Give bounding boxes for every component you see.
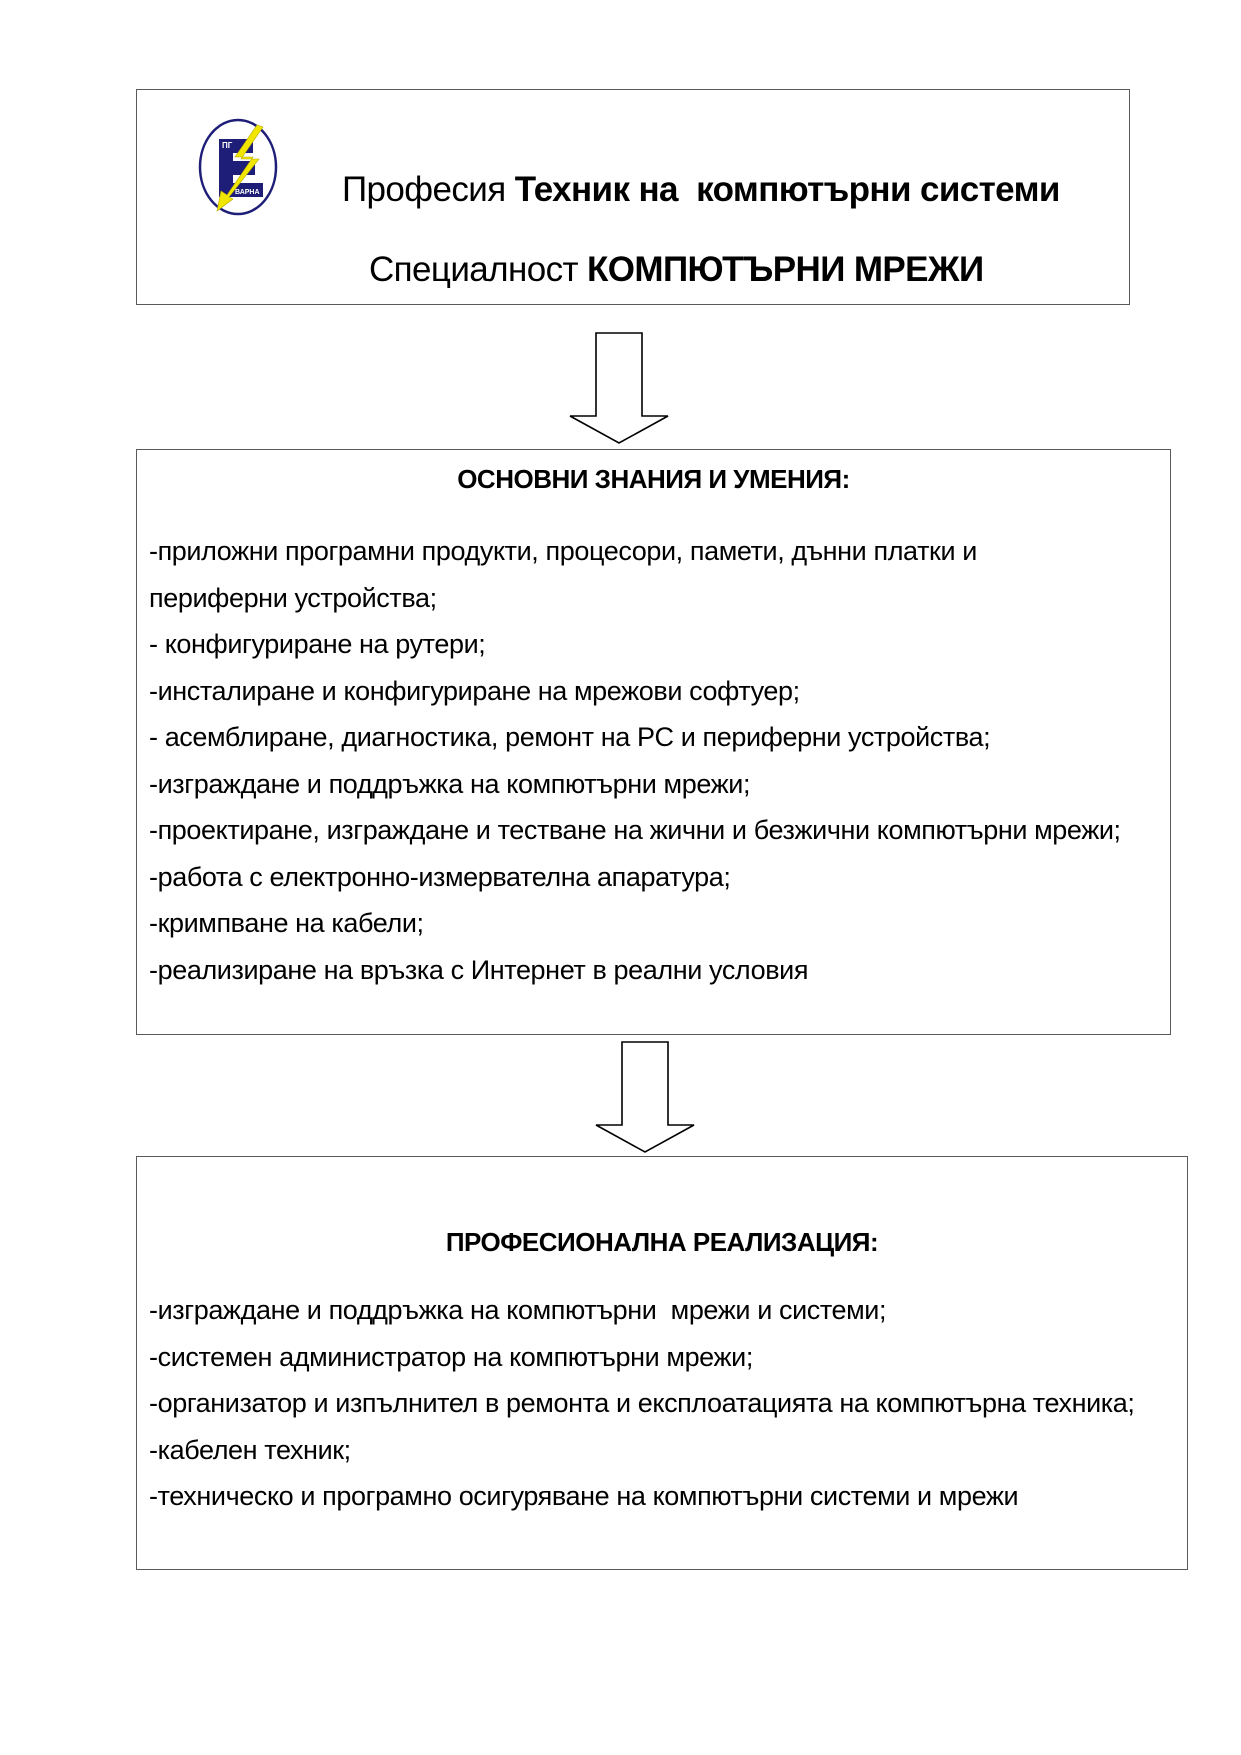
specialty-line	[369, 250, 984, 290]
knowledge-skills-box	[136, 449, 1171, 1035]
list-item: -работа с електронно-измервателна апаратура;	[149, 861, 731, 892]
list-item: -кабелен техник;	[149, 1434, 351, 1465]
list-item: -изграждане и поддръжка на компютърни мрежи и системи;	[149, 1295, 887, 1325]
list-item: -изграждане и поддръжка на компютърни мрежи;	[149, 768, 751, 799]
list-item: -техническо и програмно осигуряване на компютърни системи и мрежи	[149, 1481, 1019, 1511]
list-item: -реализиране на връзка с Интернет в реални условия	[149, 954, 809, 985]
list-item: - конфигуриране на рутери;	[149, 629, 486, 659]
profession-label: Професия	[342, 170, 506, 209]
career-title: ПРОФЕСИОНАЛНА РЕАЛИЗАЦИЯ:	[445, 1227, 879, 1257]
list-item: -инсталиране и конфигуриране на мрежови софтуер;	[149, 675, 800, 706]
list-item: -кримпване на кабели;	[149, 908, 424, 938]
down-arrow-icon	[594, 1040, 698, 1155]
professional-realization-box	[136, 1156, 1188, 1570]
specialty-value: КОМПЮТЪРНИ МРЕЖИ	[587, 250, 984, 289]
down-arrow-icon	[568, 331, 672, 446]
specialty-label: Специалност	[369, 250, 578, 289]
knowledge-title: ОСНОВНИ ЗНАНИЯ И УМЕНИЯ:	[457, 464, 850, 494]
list-item: -системен администратор на компютърни мрежи;	[149, 1341, 753, 1372]
profession-value: Техник на компютърни системи	[514, 170, 1060, 209]
school-logo-icon	[197, 117, 279, 217]
logo-bottom-text: ВАРНА	[235, 189, 260, 196]
header-box	[136, 89, 1130, 305]
list-item: -приложни програмни продукти, процесори, памети, дънни платки и периферни устройства;	[149, 536, 977, 613]
list-item: - асемблиране, диагностика, ремонт на PC и периферни устройства;	[149, 722, 991, 752]
career-list	[149, 1287, 1177, 1520]
profession-line	[342, 170, 1060, 210]
logo-top-text: ПГ	[222, 141, 233, 150]
knowledge-list	[149, 528, 1122, 993]
list-item: -организатор и изпълнител в ремонта и експлоатацията на компютърна техника;	[149, 1388, 1135, 1418]
list-item: -проектиране, изграждане и тестване на жични и безжични компютърни мрежи;	[149, 815, 1121, 845]
